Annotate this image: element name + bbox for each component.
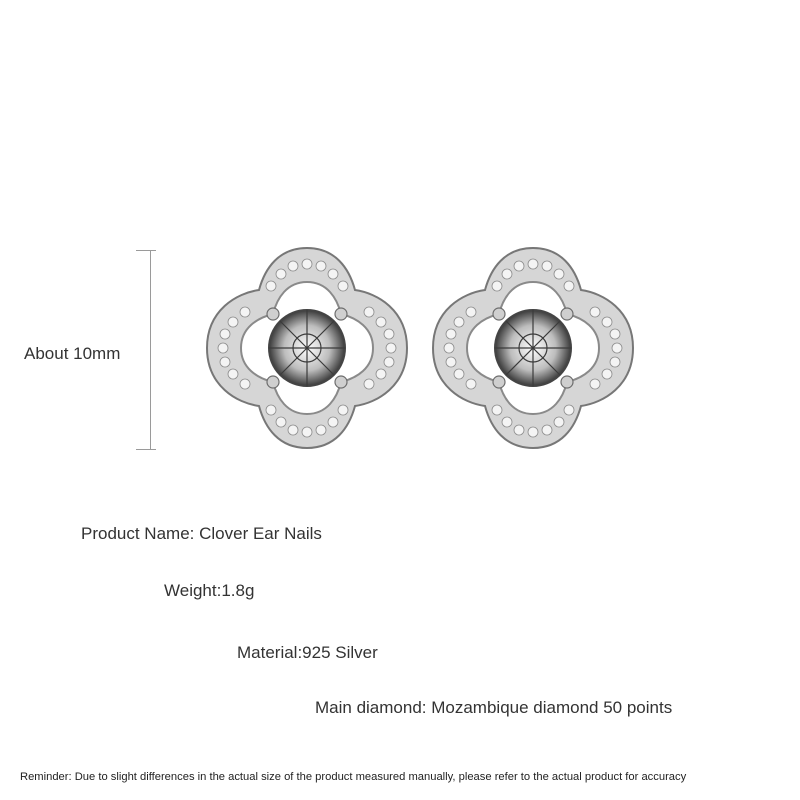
right-earring-image bbox=[428, 240, 638, 450]
size-measure-top-cap bbox=[136, 250, 156, 251]
size-measure-line bbox=[150, 250, 151, 450]
size-measure-bottom-cap bbox=[136, 449, 156, 450]
main-diamond-text: Main diamond: Mozambique diamond 50 points bbox=[315, 698, 673, 717]
material-text: Material:925 Silver bbox=[237, 643, 378, 662]
weight-text: Weight:1.8g bbox=[164, 581, 255, 600]
size-label: About 10mm bbox=[24, 344, 121, 363]
left-earring-image bbox=[202, 240, 412, 450]
reminder-text: Reminder: Due to slight differences in the actual size of the product measured manually, please refer to the actual product for accuracy bbox=[20, 771, 687, 783]
product-name-text: Product Name: Clover Ear Nails bbox=[81, 524, 322, 543]
